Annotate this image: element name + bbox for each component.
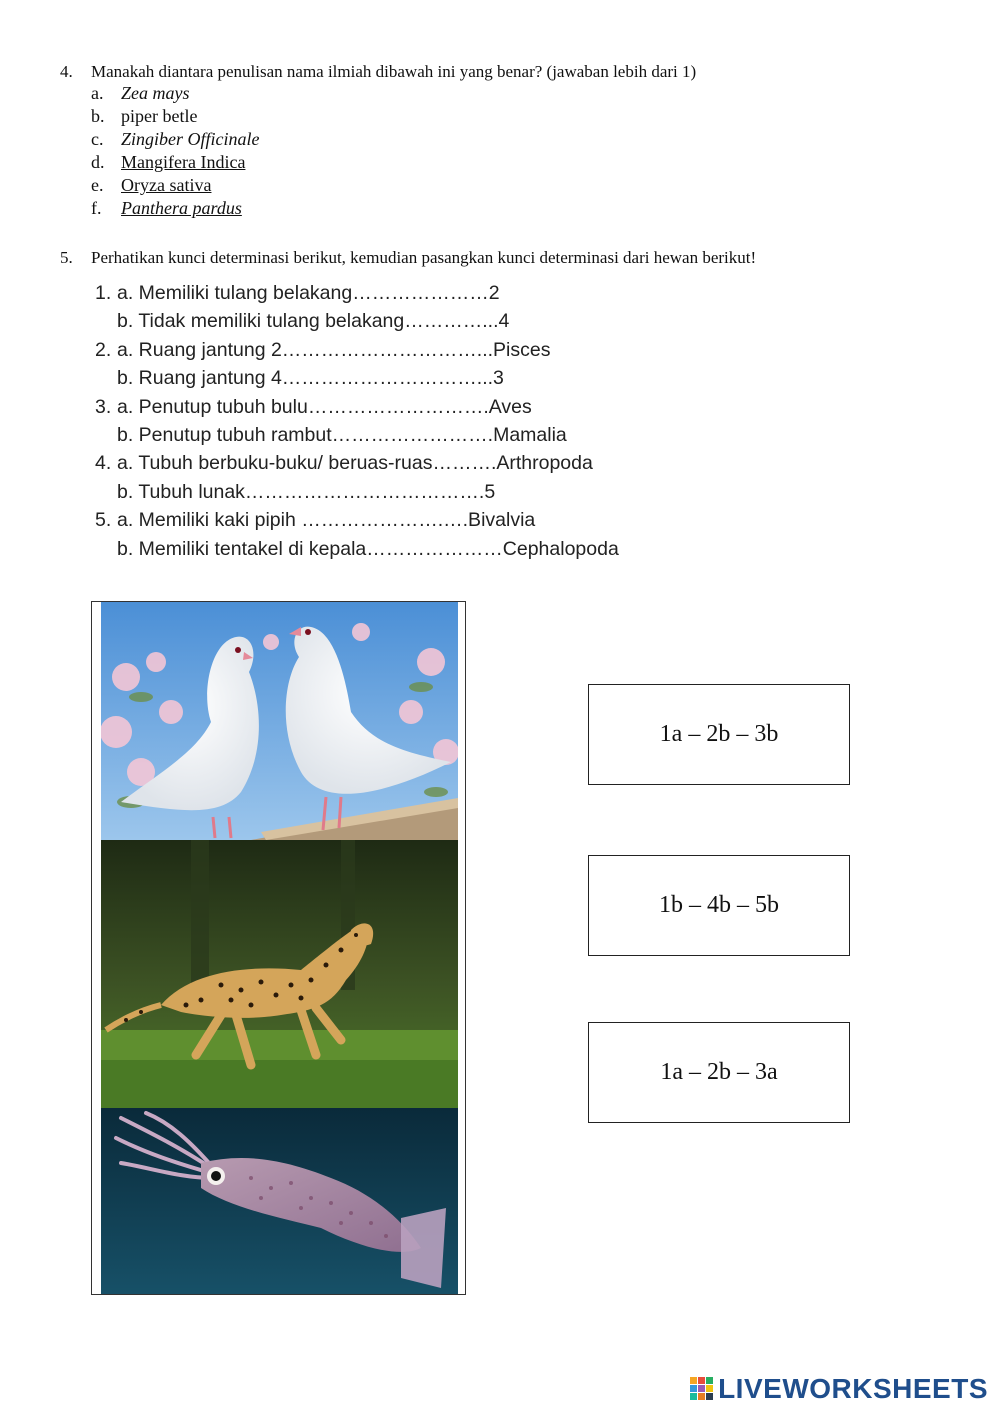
question-5-number: 5.	[60, 248, 73, 267]
option-letter: c.	[91, 129, 104, 149]
option-letter: e.	[91, 175, 104, 195]
key-text: a. Tubuh berbuku-buku/ beruas-ruas……….Arthropoda	[117, 452, 593, 475]
key-line	[95, 421, 619, 449]
answer-box[interactable]	[588, 1022, 850, 1123]
cheetah-photo[interactable]	[101, 840, 458, 1108]
option-text: Zingiber Officinale	[121, 129, 260, 149]
liveworksheets-logo	[690, 1374, 988, 1404]
option-letter: b.	[91, 106, 105, 126]
option-f	[91, 198, 242, 219]
key-line	[95, 364, 619, 392]
key-line	[95, 279, 619, 307]
key-line	[95, 506, 619, 534]
brand-text: LIVEWORKSHEETS	[718, 1373, 988, 1404]
key-text: b. Ruang jantung 4…………………………...3	[117, 367, 504, 390]
logo-grid-icon	[690, 1377, 714, 1401]
option-letter: d.	[91, 152, 105, 172]
key-line	[95, 449, 619, 477]
option-text: Panthera pardus	[121, 198, 242, 218]
option-b	[91, 106, 197, 127]
squid-photo[interactable]	[101, 1108, 458, 1295]
answer-text: 1a – 2b – 3b	[659, 721, 779, 747]
option-text: piper betle	[121, 106, 198, 126]
key-line	[95, 393, 619, 421]
option-d	[91, 152, 245, 173]
determination-key	[95, 279, 619, 563]
key-number: 1.	[95, 282, 112, 304]
answer-text: 1a – 2b – 3a	[660, 1059, 778, 1085]
option-letter: a.	[91, 83, 104, 103]
key-line	[95, 336, 619, 364]
dove-photo[interactable]	[101, 602, 458, 840]
key-number: 4.	[95, 452, 112, 475]
key-text: b. Penutup tubuh rambut…………………….Mamalia	[117, 423, 567, 446]
key-text: b. Memiliki tentakel di kepala…………………Cephalopoda	[117, 537, 619, 560]
key-number: 3.	[95, 395, 112, 418]
option-c	[91, 129, 260, 150]
key-text: a. Memiliki kaki pipih ………………….….Bivalvia	[117, 509, 536, 532]
option-text: Zea mays	[121, 83, 190, 103]
answer-box[interactable]	[588, 855, 850, 956]
option-a	[91, 83, 190, 104]
option-letter: f.	[91, 198, 102, 218]
question-4-number: 4.	[60, 62, 73, 81]
option-e	[91, 175, 211, 196]
answer-box[interactable]	[588, 684, 850, 785]
key-text: a. Penutup tubuh bulu……………………….Aves	[117, 395, 532, 418]
question-5-text: Perhatikan kunci determinasi berikut, kemudian pasangkan kunci determinasi dari hewan berikut!	[91, 248, 757, 267]
animal-photos	[91, 601, 466, 1295]
question-4-text: Manakah diantara penulisan nama ilmiah dibawah ini yang benar? (jawaban lebih dari 1)	[91, 62, 697, 81]
key-line	[95, 535, 619, 563]
option-text: Oryza sativa	[121, 175, 212, 195]
key-text: b. Tidak memiliki tulang belakang…………...4	[117, 310, 510, 333]
key-number: 2.	[95, 338, 112, 361]
key-text: a. Memiliki tulang belakang…………………2	[117, 282, 500, 304]
key-text: a. Ruang jantung 2…………………………...Pisces	[117, 338, 551, 361]
key-text: b. Tubuh lunak……………………………….5	[117, 480, 496, 503]
key-line	[95, 478, 619, 506]
key-number: 5.	[95, 509, 112, 532]
option-text: Mangifera Indica	[121, 152, 246, 172]
answer-text: 1b – 4b – 5b	[659, 892, 779, 918]
key-line	[95, 307, 619, 335]
